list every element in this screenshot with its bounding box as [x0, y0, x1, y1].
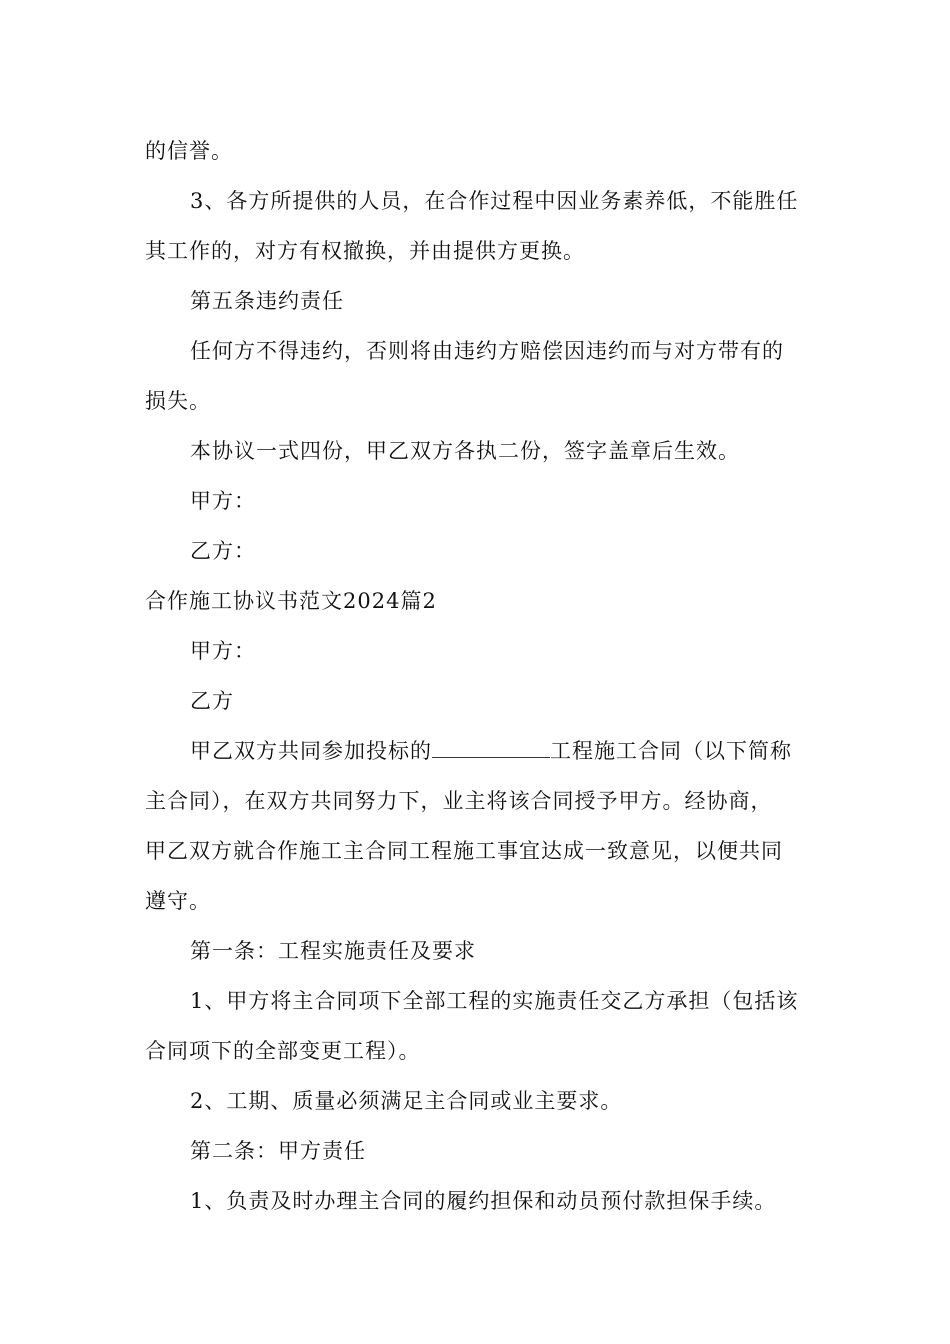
text-line: 合同项下的全部变更工程）。	[145, 1039, 421, 1063]
text-line: 3、各方所提供的人员，在合作过程中因业务素养低，不能胜任	[190, 189, 799, 213]
text-line: 甲乙双方就合作施工主合同工程施工事宜达成一致意见，以便共同	[145, 839, 783, 863]
text-line: 1、甲方将主合同项下全部工程的实施责任交乙方承担（包括该	[190, 989, 799, 1013]
fill-in-blank	[432, 739, 550, 758]
text-line: 本协议一式四份，甲乙双方各执二份，签字盖章后生效。	[190, 439, 740, 463]
text-line: 主合同），在双方共同努力下，业主将该合同授予甲方。经协商，	[145, 789, 773, 813]
text-line	[190, 736, 792, 766]
text-segment: 工程施工合同（以下简称	[550, 739, 792, 763]
section-heading: 第二条：甲方责任	[190, 1139, 366, 1163]
text-line: 任何方不得违约，否则将由违约方赔偿因违约而与对方带有的	[190, 339, 784, 363]
section-heading: 第五条违约责任	[190, 289, 344, 313]
section-heading: 第一条：工程实施责任及要求	[190, 939, 476, 963]
party-b-label: 乙方：	[190, 539, 256, 563]
text-line: 2、工期、质量必须满足主合同或业主要求。	[190, 1089, 623, 1113]
party-a-label: 甲方：	[190, 639, 256, 663]
party-a-label: 甲方：	[190, 489, 256, 513]
text-line: 其工作的，对方有权撤换，并由提供方更换。	[145, 239, 585, 263]
text-line: 损失。	[145, 389, 211, 413]
text-segment: 甲乙双方共同参加投标的	[190, 739, 432, 763]
document-title: 合作施工协议书范文2024篇2	[145, 589, 437, 613]
text-line: 遵守。	[145, 889, 211, 913]
text-line: 1、负责及时办理主合同的履约担保和动员预付款担保手续。	[190, 1189, 777, 1213]
party-b-label: 乙方	[190, 689, 234, 713]
text-line: 的信誉。	[145, 139, 233, 163]
